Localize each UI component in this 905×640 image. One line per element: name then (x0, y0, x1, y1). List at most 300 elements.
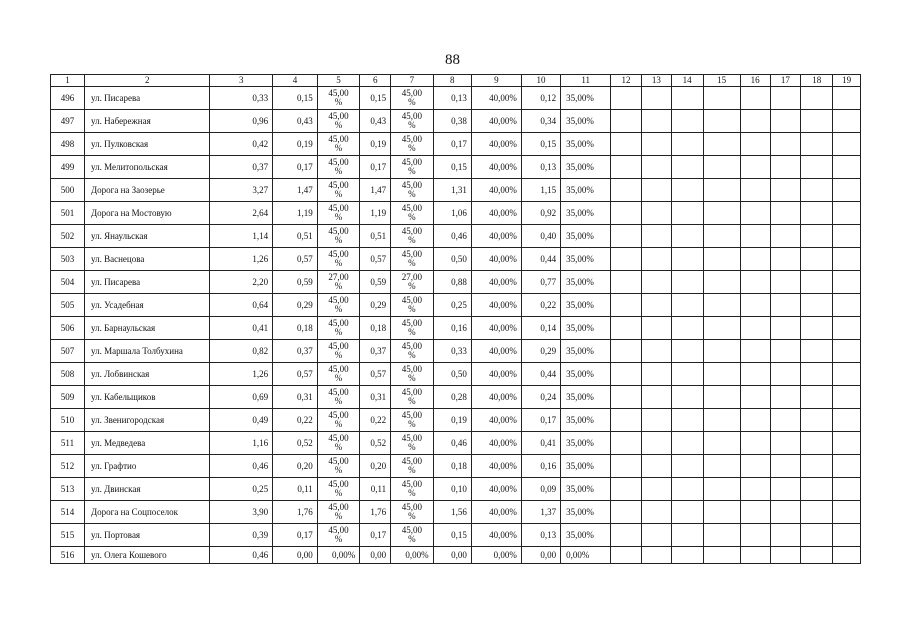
empty-cell (770, 87, 801, 110)
percent-cell: 45,00 % (391, 156, 434, 179)
cell-value: 0,33 (433, 340, 471, 363)
empty-cell (671, 501, 703, 524)
empty-cell (740, 225, 770, 248)
empty-cell (671, 87, 703, 110)
table-row (51, 455, 861, 478)
percent-cell: 45,00 % (317, 110, 360, 133)
empty-cell (801, 547, 833, 564)
cell-value: 35,00% (561, 478, 611, 501)
row-number: 516 (51, 547, 85, 564)
empty-cell (770, 110, 801, 133)
cell-value: 0,52 (360, 432, 391, 455)
cell-value: 0,57 (360, 248, 391, 271)
empty-cell (611, 110, 642, 133)
percent-cell: 45,00 % (391, 87, 434, 110)
empty-cell (611, 179, 642, 202)
percent-cell: 45,00 % (317, 87, 360, 110)
cell-value: 0,29 (273, 294, 318, 317)
cell-value: 40,00% (471, 317, 521, 340)
empty-cell (611, 317, 642, 340)
cell-value: 0,22 (273, 409, 318, 432)
cell-value: 0,17 (273, 156, 318, 179)
percent-cell: 45,00 % (317, 248, 360, 271)
cell-value: 0,46 (433, 432, 471, 455)
row-number: 505 (51, 294, 85, 317)
empty-cell (740, 110, 770, 133)
percent-cell: 45,00 % (391, 133, 434, 156)
cell-value: 1,31 (433, 179, 471, 202)
empty-cell (833, 225, 861, 248)
cell-value: 0,41 (210, 317, 273, 340)
empty-cell (671, 363, 703, 386)
empty-cell (801, 317, 833, 340)
cell-value: 40,00% (471, 202, 521, 225)
cell-value: 0,18 (433, 455, 471, 478)
cell-value: 40,00% (471, 133, 521, 156)
empty-cell (703, 409, 740, 432)
empty-cell (770, 156, 801, 179)
empty-cell (641, 340, 671, 363)
cell-value: 2,20 (210, 271, 273, 294)
percent-cell: 45,00 % (391, 179, 434, 202)
street-name: ул. Маршала Толбухина (85, 340, 210, 363)
cell-value: 3,90 (210, 501, 273, 524)
empty-cell (703, 271, 740, 294)
cell-value: 0,33 (210, 87, 273, 110)
percent-cell: 45,00 % (317, 409, 360, 432)
empty-cell (671, 179, 703, 202)
column-header: 14 (671, 75, 703, 87)
table-row (51, 271, 861, 294)
empty-cell (671, 110, 703, 133)
street-name: ул. Лобвинская (85, 363, 210, 386)
percent-cell: 45,00 % (317, 179, 360, 202)
empty-cell (833, 455, 861, 478)
empty-cell (611, 156, 642, 179)
cell-value: 35,00% (561, 317, 611, 340)
cell-value: 0,00 (360, 547, 391, 564)
cell-value: 0,29 (360, 294, 391, 317)
empty-cell (833, 317, 861, 340)
empty-cell (641, 110, 671, 133)
street-name: ул. Барнаульская (85, 317, 210, 340)
empty-cell (770, 317, 801, 340)
cell-value: 35,00% (561, 524, 611, 547)
cell-value: 0,15 (521, 133, 560, 156)
cell-value: 0,00 (433, 547, 471, 564)
cell-value: 0,44 (521, 248, 560, 271)
empty-cell (770, 340, 801, 363)
street-name: ул. Васнецова (85, 248, 210, 271)
cell-value: 0,00% (317, 547, 360, 564)
row-number: 501 (51, 202, 85, 225)
cell-value: 0,37 (360, 340, 391, 363)
column-header: 13 (641, 75, 671, 87)
empty-cell (801, 225, 833, 248)
empty-cell (770, 133, 801, 156)
empty-cell (770, 501, 801, 524)
empty-cell (770, 478, 801, 501)
empty-cell (770, 455, 801, 478)
empty-cell (833, 156, 861, 179)
percent-cell: 45,00 % (391, 202, 434, 225)
empty-cell (740, 501, 770, 524)
empty-cell (611, 363, 642, 386)
empty-cell (703, 225, 740, 248)
cell-value: 0,37 (273, 340, 318, 363)
empty-cell (801, 432, 833, 455)
empty-cell (770, 248, 801, 271)
cell-value: 0,43 (360, 110, 391, 133)
empty-cell (833, 363, 861, 386)
empty-cell (703, 133, 740, 156)
empty-cell (770, 547, 801, 564)
empty-cell (671, 432, 703, 455)
empty-cell (611, 432, 642, 455)
cell-value: 0,19 (360, 133, 391, 156)
empty-cell (770, 524, 801, 547)
empty-cell (703, 87, 740, 110)
empty-cell (833, 87, 861, 110)
percent-cell: 27,00 % (391, 271, 434, 294)
empty-cell (833, 547, 861, 564)
empty-cell (770, 225, 801, 248)
cell-value: 0,15 (273, 87, 318, 110)
empty-cell (671, 478, 703, 501)
empty-cell (611, 294, 642, 317)
empty-cell (671, 386, 703, 409)
street-name: ул. Портовая (85, 524, 210, 547)
cell-value: 0,00% (391, 547, 434, 564)
empty-cell (703, 547, 740, 564)
street-name: ул. Писарева (85, 87, 210, 110)
percent-cell: 45,00 % (391, 432, 434, 455)
table-row (51, 294, 861, 317)
cell-value: 35,00% (561, 156, 611, 179)
empty-cell (641, 501, 671, 524)
cell-value: 0,46 (210, 455, 273, 478)
table-row (51, 340, 861, 363)
cell-value: 40,00% (471, 225, 521, 248)
empty-cell (801, 110, 833, 133)
cell-value: 0,25 (433, 294, 471, 317)
column-header: 3 (210, 75, 273, 87)
empty-cell (641, 386, 671, 409)
empty-cell (770, 386, 801, 409)
empty-cell (611, 340, 642, 363)
empty-cell (703, 524, 740, 547)
empty-cell (641, 363, 671, 386)
table-row (51, 501, 861, 524)
column-header: 15 (703, 75, 740, 87)
row-number: 497 (51, 110, 85, 133)
cell-value: 0,50 (433, 248, 471, 271)
empty-cell (611, 87, 642, 110)
cell-value: 40,00% (471, 294, 521, 317)
cell-value: 1,47 (273, 179, 318, 202)
empty-cell (641, 248, 671, 271)
cell-value: 0,13 (521, 156, 560, 179)
empty-cell (740, 179, 770, 202)
cell-value: 1,26 (210, 248, 273, 271)
cell-value: 35,00% (561, 340, 611, 363)
row-number: 503 (51, 248, 85, 271)
cell-value: 1,19 (273, 202, 318, 225)
cell-value: 1,14 (210, 225, 273, 248)
cell-value: 0,57 (273, 363, 318, 386)
empty-cell (833, 432, 861, 455)
street-name: ул. Олега Кошевого (85, 547, 210, 564)
empty-cell (833, 501, 861, 524)
cell-value: 0,20 (360, 455, 391, 478)
cell-value: 0,51 (273, 225, 318, 248)
cell-value: 40,00% (471, 501, 521, 524)
street-name: Дорога на Мостовую (85, 202, 210, 225)
empty-cell (671, 133, 703, 156)
cell-value: 0,17 (360, 156, 391, 179)
empty-cell (641, 524, 671, 547)
cell-value: 40,00% (471, 455, 521, 478)
cell-value: 35,00% (561, 363, 611, 386)
column-header: 8 (433, 75, 471, 87)
cell-value: 0,24 (521, 386, 560, 409)
row-number: 504 (51, 271, 85, 294)
cell-value: 40,00% (471, 363, 521, 386)
empty-cell (801, 179, 833, 202)
street-name: Дорога на Соцпоселок (85, 501, 210, 524)
street-name: ул. Набережная (85, 110, 210, 133)
cell-value: 35,00% (561, 409, 611, 432)
empty-cell (740, 317, 770, 340)
percent-cell: 45,00 % (391, 317, 434, 340)
empty-cell (833, 294, 861, 317)
empty-cell (611, 386, 642, 409)
column-header: 1 (51, 75, 85, 87)
empty-cell (703, 432, 740, 455)
cell-value: 0,57 (273, 248, 318, 271)
empty-cell (703, 179, 740, 202)
empty-cell (641, 202, 671, 225)
percent-cell: 45,00 % (317, 133, 360, 156)
percent-cell: 45,00 % (317, 294, 360, 317)
empty-cell (641, 317, 671, 340)
cell-value: 1,16 (210, 432, 273, 455)
row-number: 502 (51, 225, 85, 248)
empty-cell (740, 363, 770, 386)
cell-value: 0,49 (210, 409, 273, 432)
cell-value: 0,46 (433, 225, 471, 248)
cell-value: 35,00% (561, 386, 611, 409)
empty-cell (641, 156, 671, 179)
cell-value: 0,37 (210, 156, 273, 179)
cell-value: 0,64 (210, 294, 273, 317)
empty-cell (671, 271, 703, 294)
empty-cell (770, 409, 801, 432)
empty-cell (801, 455, 833, 478)
cell-value: 0,28 (433, 386, 471, 409)
cell-value: 40,00% (471, 432, 521, 455)
percent-cell: 45,00 % (391, 501, 434, 524)
empty-cell (671, 524, 703, 547)
cell-value: 0,22 (360, 409, 391, 432)
empty-cell (740, 133, 770, 156)
percent-cell: 45,00 % (317, 225, 360, 248)
cell-value: 40,00% (471, 156, 521, 179)
column-header: 11 (561, 75, 611, 87)
cell-value: 0,51 (360, 225, 391, 248)
cell-value: 0,82 (210, 340, 273, 363)
empty-cell (833, 248, 861, 271)
cell-value: 1,19 (360, 202, 391, 225)
empty-cell (801, 133, 833, 156)
cell-value: 1,15 (521, 179, 560, 202)
cell-value: 1,26 (210, 363, 273, 386)
table-row (51, 133, 861, 156)
column-header: 17 (770, 75, 801, 87)
empty-cell (770, 179, 801, 202)
cell-value: 0,39 (210, 524, 273, 547)
empty-cell (703, 317, 740, 340)
row-number: 506 (51, 317, 85, 340)
column-header: 18 (801, 75, 833, 87)
empty-cell (740, 455, 770, 478)
cell-value: 2,64 (210, 202, 273, 225)
empty-cell (611, 547, 642, 564)
empty-cell (801, 87, 833, 110)
cell-value: 0,20 (273, 455, 318, 478)
empty-cell (671, 225, 703, 248)
cell-value: 35,00% (561, 133, 611, 156)
empty-cell (703, 340, 740, 363)
cell-value: 1,76 (273, 501, 318, 524)
column-header: 2 (85, 75, 210, 87)
cell-value: 0,17 (273, 524, 318, 547)
empty-cell (740, 478, 770, 501)
cell-value: 40,00% (471, 409, 521, 432)
empty-cell (641, 225, 671, 248)
empty-cell (833, 133, 861, 156)
cell-value: 0,77 (521, 271, 560, 294)
cell-value: 0,22 (521, 294, 560, 317)
cell-value: 40,00% (471, 340, 521, 363)
cell-value: 0,11 (360, 478, 391, 501)
column-header: 10 (521, 75, 560, 87)
empty-cell (740, 524, 770, 547)
percent-cell: 45,00 % (317, 501, 360, 524)
data-table (50, 74, 861, 564)
percent-cell: 45,00 % (317, 202, 360, 225)
cell-value: 40,00% (471, 386, 521, 409)
row-number: 507 (51, 340, 85, 363)
empty-cell (801, 386, 833, 409)
empty-cell (833, 524, 861, 547)
cell-value: 0,31 (360, 386, 391, 409)
street-name: Дорога на Заозерье (85, 179, 210, 202)
cell-value: 35,00% (561, 294, 611, 317)
row-number: 509 (51, 386, 85, 409)
empty-cell (641, 409, 671, 432)
empty-cell (671, 156, 703, 179)
header-row (51, 75, 861, 87)
percent-cell: 45,00 % (391, 363, 434, 386)
percent-cell: 45,00 % (317, 432, 360, 455)
table-row (51, 179, 861, 202)
empty-cell (740, 202, 770, 225)
cell-value: 0,19 (273, 133, 318, 156)
cell-value: 40,00% (471, 110, 521, 133)
table-row (51, 432, 861, 455)
cell-value: 0,16 (521, 455, 560, 478)
row-number: 498 (51, 133, 85, 156)
cell-value: 35,00% (561, 248, 611, 271)
cell-value: 40,00% (471, 179, 521, 202)
empty-cell (671, 409, 703, 432)
empty-cell (833, 340, 861, 363)
empty-cell (671, 547, 703, 564)
cell-value: 35,00% (561, 455, 611, 478)
cell-value: 35,00% (561, 432, 611, 455)
empty-cell (611, 248, 642, 271)
empty-cell (703, 294, 740, 317)
empty-cell (801, 248, 833, 271)
empty-cell (611, 524, 642, 547)
empty-cell (801, 340, 833, 363)
empty-cell (671, 294, 703, 317)
empty-cell (671, 317, 703, 340)
percent-cell: 45,00 % (391, 409, 434, 432)
cell-value: 0,16 (433, 317, 471, 340)
cell-value: 0,14 (521, 317, 560, 340)
row-number: 513 (51, 478, 85, 501)
street-name: ул. Янаульская (85, 225, 210, 248)
empty-cell (801, 524, 833, 547)
column-header: 19 (833, 75, 861, 87)
cell-value: 0,17 (360, 524, 391, 547)
empty-cell (833, 386, 861, 409)
empty-cell (833, 409, 861, 432)
empty-cell (770, 363, 801, 386)
cell-value: 0,00% (561, 547, 611, 564)
cell-value: 1,06 (433, 202, 471, 225)
empty-cell (671, 202, 703, 225)
empty-cell (703, 455, 740, 478)
column-header: 12 (611, 75, 642, 87)
empty-cell (703, 110, 740, 133)
cell-value: 0,09 (521, 478, 560, 501)
empty-cell (671, 340, 703, 363)
empty-cell (833, 110, 861, 133)
cell-value: 0,42 (210, 133, 273, 156)
empty-cell (740, 409, 770, 432)
percent-cell: 45,00 % (391, 294, 434, 317)
empty-cell (703, 156, 740, 179)
empty-cell (703, 248, 740, 271)
table-row (51, 202, 861, 225)
empty-cell (833, 271, 861, 294)
cell-value: 0,18 (273, 317, 318, 340)
percent-cell: 45,00 % (317, 386, 360, 409)
empty-cell (611, 478, 642, 501)
percent-cell: 45,00 % (391, 386, 434, 409)
empty-cell (770, 294, 801, 317)
row-number: 511 (51, 432, 85, 455)
cell-value: 0,25 (210, 478, 273, 501)
empty-cell (611, 271, 642, 294)
cell-value: 0,92 (521, 202, 560, 225)
street-name: ул. Медведева (85, 432, 210, 455)
cell-value: 35,00% (561, 501, 611, 524)
cell-value: 0,59 (360, 271, 391, 294)
